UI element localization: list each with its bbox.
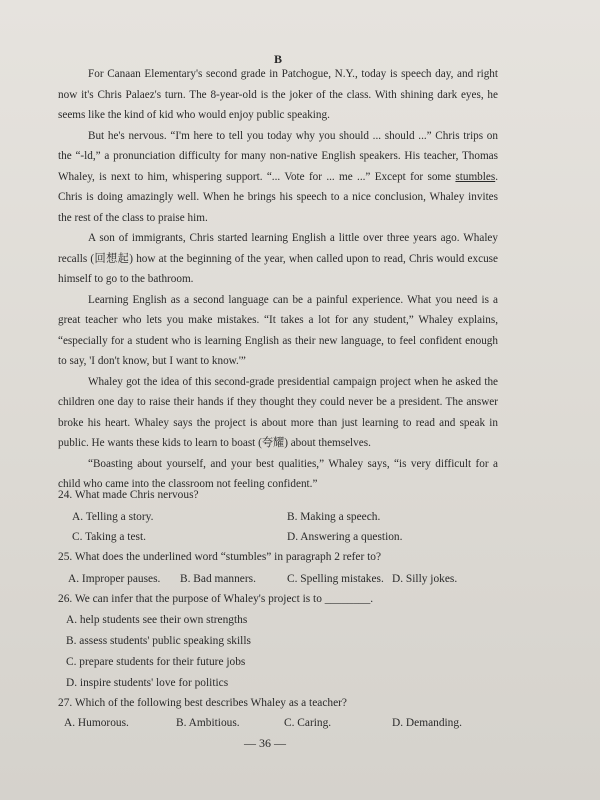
- section-heading: B: [273, 52, 282, 66]
- passage-paragraph-1: For Canaan Elementary's second grade in Patchogue, N.Y., today is speech day, and right now it's Chris Palaez's turn. The 8-year-old is the joker of the class. With shining dark eyes, he seems like the kind of kid who would enjoy public speaking.: [58, 68, 498, 121]
- question-27-stem: 27. Which of the following best describes Whaley as a teacher?: [58, 697, 347, 709]
- question-26-option-b[interactable]: B. assess students' public speaking skills: [66, 635, 251, 647]
- question-24-option-d[interactable]: D. Answering a question.: [287, 531, 403, 543]
- passage-paragraph-4: Learning English as a second language can be a painful experience. What you need is a great teacher who lets you make mistakes. “It takes a lot for any student,” Whaley explains, “especially for a student who is learning English as their new language, to feel confident enough to say, 'I don't know, but I want to know.'”: [58, 293, 498, 367]
- passage-paragraph-2: [58, 126, 498, 229]
- question-27-option-b[interactable]: B. Ambitious.: [176, 717, 240, 729]
- paragraph-2-text: But he's nervous. “I'm here to tell you today why you should ... should ...” Chris trips on the “-ld,” a pronunciation difficulty for many non-native English speakers. His teacher, Thomas Whaley, is next to him, whispering support. “... Vote for ... me ...” Except for some: [58, 129, 498, 183]
- passage-paragraph-6: “Boasting about yourself, and your best qualities,” Whaley says, “is very difficult for a child who came into the classroom not feeling confident.”: [58, 457, 498, 490]
- question-26-stem: 26. We can infer that the purpose of Whaley's project is to ________.: [58, 593, 374, 605]
- question-26-option-d[interactable]: D. inspire students' love for politics: [66, 677, 229, 689]
- underlined-word: stumbles: [455, 170, 496, 183]
- question-24-stem: 24. What made Chris nervous?: [58, 489, 199, 501]
- question-25-option-b[interactable]: B. Bad manners.: [180, 573, 256, 585]
- question-24-option-a[interactable]: A. Telling a story.: [72, 511, 154, 523]
- question-25-option-d[interactable]: D. Silly jokes.: [392, 573, 458, 585]
- question-27-option-d[interactable]: D. Demanding.: [392, 717, 462, 729]
- question-25-stem: 25. What does the underlined word “stumbles” in paragraph 2 refer to?: [58, 551, 382, 563]
- reading-passage: [58, 64, 498, 495]
- question-26-option-a[interactable]: A. help students see their own strengths: [66, 614, 248, 626]
- paragraph-2-tail: . Chris is doing amazingly well. When he brings his speech to a nice conclusion, Whaley invites the rest of the class to praise him.: [58, 170, 498, 224]
- passage-paragraph-3: A son of immigrants, Chris started learning English a little over three years ago. Whaley recalls (回想起) how at the beginning of the year, when called upon to read, Chris would excuse himself to go to the bathroom.: [58, 232, 498, 285]
- page-number: — 36 —: [244, 736, 286, 750]
- question-25-option-a[interactable]: A. Improper pauses.: [68, 573, 161, 585]
- question-27-option-a[interactable]: A. Humorous.: [64, 717, 129, 729]
- passage-paragraph-5: Whaley got the idea of this second-grade presidential campaign project when he asked the children one day to raise their hands if they thought they could never be a president. The answer broke his heart. Whaley says the project is about more than just learning to read and speak in public. He wants these kids to learn to boast (夸耀) about themselves.: [58, 375, 498, 449]
- question-24-option-c[interactable]: C. Taking a test.: [72, 531, 146, 543]
- question-27-option-c[interactable]: C. Caring.: [284, 717, 332, 729]
- question-25-option-c[interactable]: C. Spelling mistakes.: [287, 573, 384, 585]
- question-24-option-b[interactable]: B. Making a speech.: [287, 511, 381, 523]
- question-26-option-c[interactable]: C. prepare students for their future jobs: [66, 656, 246, 668]
